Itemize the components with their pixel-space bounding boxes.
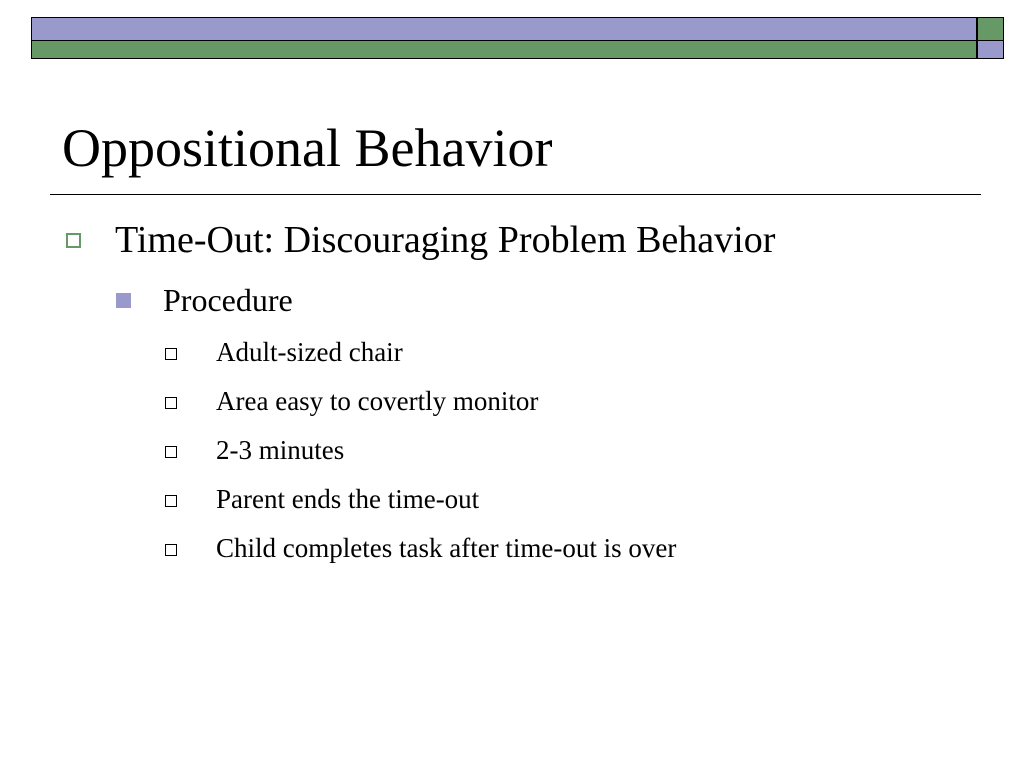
bullet-level3-item: Adult-sized chair [216,337,403,367]
bullet-level3-item: Child completes task after time-out is over [216,533,677,563]
bullet-level3-item: Parent ends the time-out [216,484,480,514]
small-square-bullet-icon [165,446,177,458]
slide-title: Oppositional Behavior [62,118,553,178]
header-square-green [977,17,1004,41]
header-square-purple [977,41,1004,59]
header-bar-green [31,41,977,59]
bullet-level2: Procedure [163,282,293,318]
small-square-bullet-icon [165,495,177,507]
title-divider [50,194,981,195]
bullet-level1: Time-Out: Discouraging Problem Behavior [115,219,776,261]
header-bar-purple [31,17,977,41]
bullet-level3-item: Area easy to covertly monitor [216,386,539,416]
small-square-bullet-icon [165,348,177,360]
small-square-bullet-icon [165,544,177,556]
filled-square-bullet-icon [116,293,131,308]
small-square-bullet-icon [165,397,177,409]
hollow-square-bullet-icon [66,233,81,248]
bullet-level3-item: 2-3 minutes [216,435,345,465]
